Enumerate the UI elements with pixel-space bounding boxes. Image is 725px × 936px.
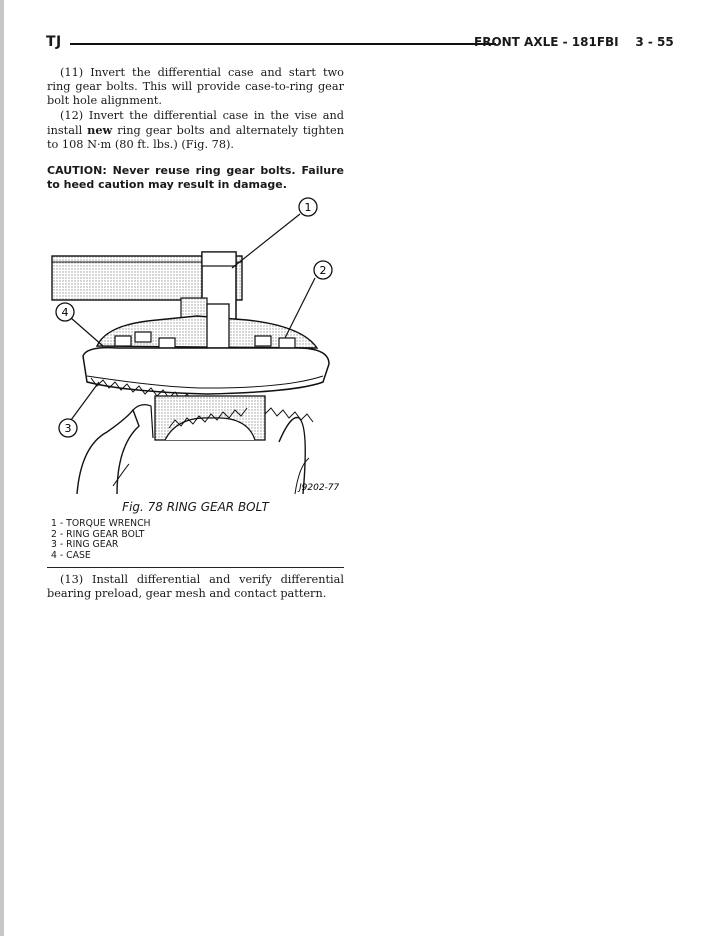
- instructions-column: [47, 66, 344, 152]
- header-page-number: 3 - 55: [635, 35, 674, 49]
- final-step-block: [47, 573, 344, 601]
- callout-2-label: 2: [319, 264, 327, 277]
- caution-note: CAUTION: Never reuse ring gear bolts. Failure to heed caution may result in damage.: [47, 164, 344, 191]
- figure-id: J9202-77: [299, 483, 340, 493]
- callout-1-label: 1: [304, 201, 312, 214]
- callout-1: [299, 198, 317, 216]
- step-11: (11) Invert the differential case and start two ring gear bolts. This will provide case-to-ring gear bolt hole alignment.: [47, 66, 344, 108]
- callout-4-label: 4: [61, 306, 69, 319]
- legend-item: 2 - RING GEAR BOLT: [51, 528, 145, 540]
- step-12-pre: (12) Invert the differential case in the vise and install: [47, 108, 344, 137]
- header-model: TJ: [46, 34, 62, 50]
- legend-item: 3 - RING GEAR: [51, 539, 119, 550]
- callout-4: [56, 303, 74, 321]
- header-rule: [70, 43, 496, 45]
- case-drawing: [97, 298, 317, 348]
- figure-ring-gear-bolt: [47, 196, 347, 496]
- figure-legend: [51, 519, 151, 561]
- vise-hands-drawing: [77, 396, 309, 494]
- page-left-edge: [0, 0, 4, 936]
- header-section-page: [474, 35, 674, 49]
- callout-2: [314, 261, 332, 279]
- callout-3-label: 3: [64, 422, 72, 435]
- page-header: [46, 34, 674, 54]
- step-12-emphasis: new: [87, 122, 113, 137]
- header-section: FRONT AXLE - 181FBI: [474, 35, 619, 49]
- legend-item: 4 - CASE: [51, 549, 91, 561]
- callout-3: [59, 419, 77, 437]
- section-divider: [47, 567, 344, 568]
- legend-item: 1 - TORQUE WRENCH: [51, 518, 151, 529]
- step-12: [47, 109, 344, 153]
- ring-gear-illustration: [47, 196, 347, 496]
- step-12-post: ring gear bolts and alternately tighten to 108 N·m (80 ft. lbs.) (Fig. 78).: [47, 123, 344, 152]
- step-13: (13) Install differential and verify differential bearing preload, gear mesh and contact pattern.: [47, 573, 344, 601]
- figure-caption: Fig. 78 RING GEAR BOLT: [122, 500, 269, 514]
